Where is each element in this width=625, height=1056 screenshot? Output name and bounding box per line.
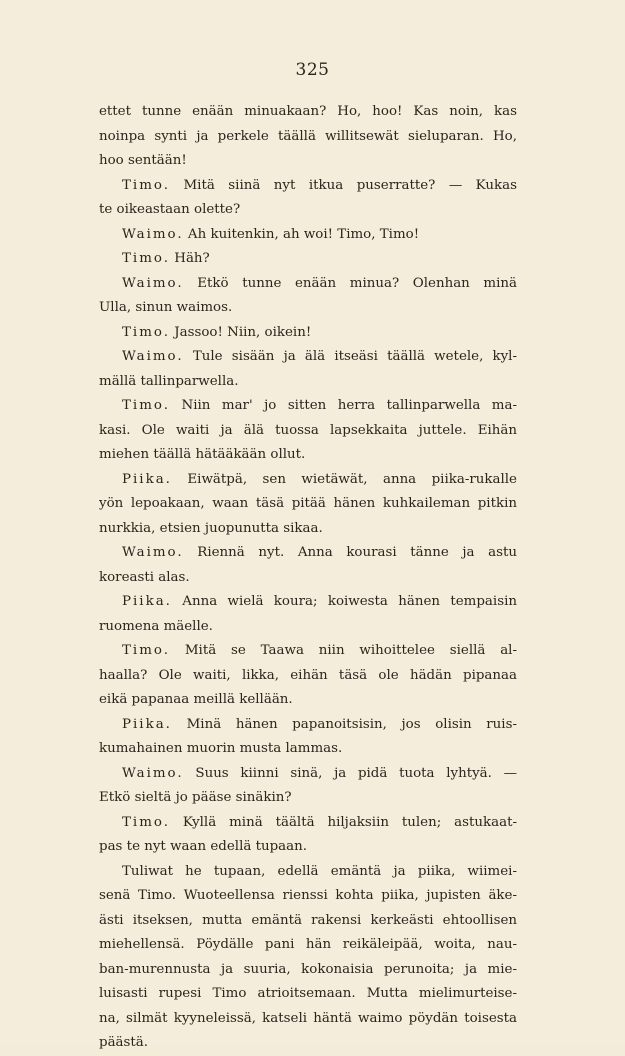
line-text: nurkkia, etsien juopunutta sikaa.: [99, 520, 323, 536]
page-text: [99, 100, 517, 1056]
speaker-name: Piika.: [122, 471, 172, 487]
line-text: te oikeastaan olette?: [99, 202, 241, 217]
text-line: [99, 174, 517, 199]
speaker-name: Piika.: [122, 716, 172, 732]
text-line: [99, 811, 517, 836]
text-line: [99, 566, 517, 591]
line-text: Mitä siinä nyt itkua puserratte? — Kukas: [183, 177, 517, 193]
line-text: luisasti rupesi Timo atrioitsemaan. Mutta mielimurteise-: [99, 986, 517, 1001]
text-line: [99, 468, 517, 493]
text-line: [99, 860, 517, 885]
line-text: Mitä se Taawa niin wihoittelee siellä al-: [184, 643, 517, 658]
line-text: ban-murennusta ja suuria, kokonaisia perunoita; ja mie-: [99, 961, 517, 977]
text-line: [99, 345, 517, 370]
line-text: mällä tallinparwella.: [99, 373, 239, 389]
text-line: [99, 835, 517, 860]
text-line: [99, 786, 517, 811]
line-text: ästi itseksen, mutta emäntä rakensi kerkeästi ehtoollisen: [99, 912, 517, 928]
text-line: [99, 1031, 517, 1056]
speaker-name: Timo.: [122, 324, 170, 340]
text-line: [99, 517, 517, 542]
text-line: [99, 909, 517, 934]
text-line: [99, 370, 517, 395]
speaker-name: Piika.: [122, 594, 172, 609]
line-text: Häh?: [174, 251, 210, 266]
text-line: [99, 1007, 517, 1032]
speaker-name: Timo.: [122, 814, 170, 830]
line-text: kumahainen muorin musta lammas.: [99, 741, 343, 756]
line-text: yön lepoakaan, waan täsä pitää hänen kuhkaileman pitkin: [99, 496, 517, 511]
line-text: päästä.: [99, 1035, 149, 1050]
text-line: [99, 713, 517, 738]
speaker-name: Waimo.: [122, 226, 184, 242]
speaker-name: Waimo.: [122, 275, 184, 291]
line-text: Tule sisään ja älä itseäsi täällä wetele, kyl-: [192, 349, 517, 364]
text-line: [99, 933, 517, 958]
text-line: [99, 394, 517, 419]
speaker-name: Waimo.: [122, 765, 184, 781]
speaker-name: Timo.: [122, 398, 170, 413]
line-text: Etkö tunne enään minua? Olenhan minä: [197, 275, 517, 291]
text-line: [99, 688, 517, 713]
speaker-name: Timo.: [122, 177, 170, 193]
line-text: na, silmät kyyneleissä, katseli häntä waimo pöydän toisesta: [99, 1010, 517, 1026]
text-line: [99, 664, 517, 689]
line-text: eikä papanaa meillä kellään.: [99, 692, 293, 707]
text-line: [99, 615, 517, 640]
text-line: [99, 443, 517, 468]
text-line: [99, 419, 517, 444]
text-line: [99, 884, 517, 909]
text-line: [99, 541, 517, 566]
line-text: koreasti alas.: [99, 569, 190, 585]
line-text: Minä hänen papanoitsisin, jos olisin ruis-: [186, 716, 517, 732]
line-text: pas te nyt waan edellä tupaan.: [99, 839, 308, 854]
text-line: [99, 958, 517, 983]
line-text: Tuliwat he tupaan, edellä emäntä ja piika, wiimei-: [122, 863, 517, 879]
speaker-name: Waimo.: [122, 349, 184, 364]
text-line: [99, 223, 517, 248]
speaker-name: Timo.: [122, 251, 170, 266]
text-line: [99, 125, 517, 150]
text-line: [99, 149, 517, 174]
line-text: ruomena mäelle.: [99, 618, 213, 634]
line-text: Suus kiinni sinä, ja pidä tuota lyhtyä. —: [195, 765, 517, 781]
text-line: [99, 639, 517, 664]
line-text: Niin mar' jo sitten herra tallinparwella ma-: [181, 398, 517, 413]
line-text: ettet tunne enään minuakaan? Ho, hoo! Kas noin, kas: [99, 104, 517, 119]
text-line: [99, 272, 517, 297]
line-text: Ah kuitenkin, ah woi! Timo, Timo!: [187, 226, 420, 242]
line-text: senä Timo. Wuoteellensa rienssi kohta piika, jupisten äke-: [99, 888, 517, 903]
line-text: Riennä nyt. Anna kourasi tänne ja astu: [197, 545, 517, 560]
text-line: [99, 982, 517, 1007]
line-text: noinpa synti ja perkele täällä willitsewät sieluparan. Ho,: [99, 128, 517, 144]
text-line: [99, 321, 517, 346]
speaker-name: Timo.: [122, 643, 170, 658]
text-line: [99, 762, 517, 787]
text-line: [99, 492, 517, 517]
line-text: Etkö sieltä jo pääse sinäkin?: [99, 790, 292, 805]
line-text: miehellensä. Pöydälle pani hän reikäleipää, woita, nau-: [99, 937, 517, 952]
line-text: Anna wielä koura; koiwesta hänen tempaisin: [182, 594, 517, 609]
text-line: [99, 198, 517, 223]
line-text: Kyllä minä täältä hiljaksiin tulen; astukaat-: [182, 814, 517, 830]
speaker-name: Waimo.: [122, 545, 184, 560]
line-text: kasi. Ole waiti ja älä tuossa lapsekkaita juttele. Eihän: [99, 422, 517, 438]
text-line: [99, 590, 517, 615]
line-text: miehen täällä hätääkään ollut.: [99, 447, 306, 462]
text-line: [99, 737, 517, 762]
line-text: Ulla, sinun waimos.: [99, 300, 233, 315]
line-text: hoo sentään!: [99, 153, 187, 168]
text-line: [99, 247, 517, 272]
text-line: [99, 296, 517, 321]
line-text: haalla? Ole waiti, likka, eihän täsä ole hädän pipanaa: [99, 667, 517, 683]
line-text: Jassoo! Niin, oikein!: [174, 324, 312, 340]
line-text: Eiwätpä, sen wietäwät, anna piika-rukalle: [187, 471, 517, 487]
page-number: 325: [295, 60, 330, 80]
text-line: [99, 100, 517, 125]
